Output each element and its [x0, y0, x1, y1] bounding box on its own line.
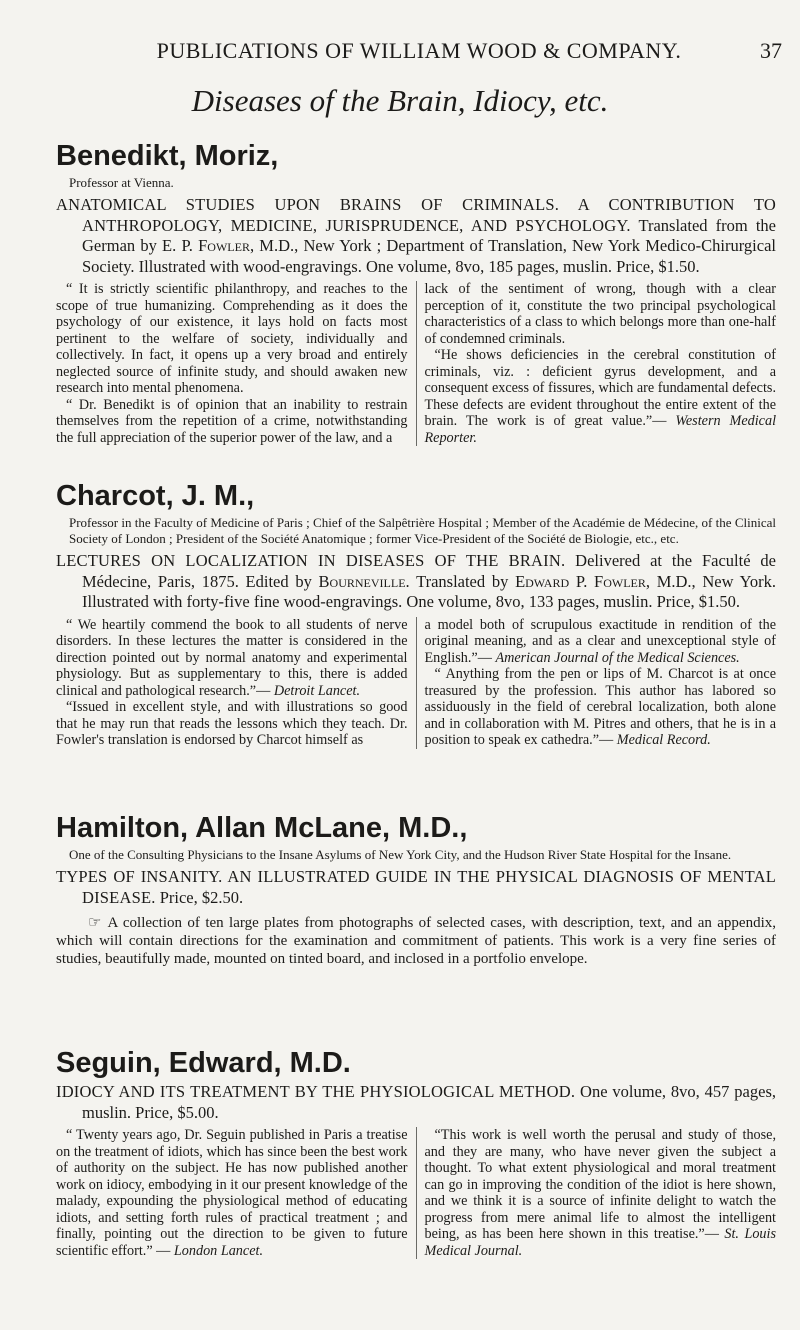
book-title: ANATOMICAL STUDIES UPON BRAINS OF CRIMINALS. A CONTRIBUTION TO ANTHROPOLOGY, MEDICINE, JURISPRUDENCE, AND PSYCHOLOGY. [56, 195, 776, 235]
review-text: lack of the sentiment of wrong, though with a clear perception of it, constitute the two principal psychological characteristics of a class to which belongs more than one-half of condemned criminals. [424, 281, 776, 347]
author-name: Hamilton, Allan McLane, M.D., [56, 812, 468, 844]
review-quote [425, 666, 777, 749]
review-quote [425, 1127, 777, 1259]
reviews-block [56, 617, 776, 749]
reviews-right-column [416, 1127, 777, 1259]
review-text: “ Twenty years ago, Dr. Seguin published in Paris a treatise on the treatment of idiots, which has since been the best work of authority on the subject. He has now published another work on idiocy, embodying in it our present knowledge of the malady, expounding the physiological method of educating idiots, and setting forth rules of practical treatment ; and finally, pointing out the direction to be given to future scientific effort.” — [56, 1127, 408, 1259]
review-text: “ Dr. Benedikt is of opinion that an inability to restrain themselves from the repetition of a crime, notwithstanding the full appreciation of the superior power of the law, and a [56, 396, 408, 446]
note-text: A collection of ten large plates from photographs of selected cases, with description, text, and an appendix, which will contain directions for the examination and commitment of patients. This work is a very fine series of studies, beautifully made, mounted on tinted board, and inclosed in a portfolio envelope. [56, 915, 776, 967]
review-text: “He shows deficiencies in the cerebral constitution of criminals, viz. : deficient gyrus development, and a consequent excess of fissures, which are fundamental defects. These defects are evident throughout the entire extent of the brain. The work is of great value.”— [424, 347, 776, 429]
book-listing [56, 867, 776, 908]
reviews-block [56, 1127, 776, 1259]
book-description-mid: . Translated by [405, 571, 509, 591]
review-text: a model both of scrupulous exactitude in rendition of the original meaning, and as a clear and unexceptional style of English.”— [424, 616, 776, 666]
review-quote [425, 617, 777, 667]
book-details: Price, $2.50. [159, 887, 244, 907]
review-text: “ We heartily commend the book to all students of nerve disorders. In these lectures the matter is considered in the direction pointed out by normal anatomy and experimental physiology. But as supplementary to this, there is added clinical and pathological research.”— [56, 616, 408, 699]
reviews-block [56, 281, 776, 446]
book-title: TYPES OF INSANITY. AN ILLUSTRATED GUIDE IN THE PHYSICAL DIAGNOSIS OF MENTAL DISEASE. [56, 867, 776, 907]
review-source: Western Medical Reporter. [424, 413, 777, 446]
review-source: London Lancet. [173, 1242, 263, 1259]
review-quote [56, 699, 408, 749]
book-details: , New York. Illustrated with forty-five fine wood-engravings. One volume, 8vo, 133 pages, muslin. Price, $1.50. [82, 571, 776, 611]
book-title: LECTURES ON LOCALIZATION IN DISEASES OF THE BRAIN. [56, 551, 566, 570]
review-text: “ It is strictly scientific philanthropy, and reaches to the scope of true humanizing. Comprehending as it does the psychology of our existence, it lays hold on facts most pertinent to the welfare of society, individually and collectively. In fact, it opens up a very broad and entirely neglected source of infinite study, and should awaken new research into mental phenomena. [56, 281, 408, 396]
book-description: Delivered at the Faculté de Médecine, Paris, 1875. Edited by [82, 551, 776, 591]
editor-name: Bourneville [318, 571, 406, 591]
reviews-left-column [56, 281, 416, 446]
review-source: Detroit Lancet. [273, 682, 361, 699]
book-details: , New York ; Department of Translation, New York Medico-Chirurgical Society. Illustrated with wood-engravings. One volume, 8vo, 185 pages, muslin. Price, $1.50. [82, 236, 776, 276]
book-entry-benedikt [56, 141, 776, 446]
review-quote [56, 281, 408, 397]
book-listing [56, 1082, 776, 1123]
pointing-hand-icon: ☞ [88, 915, 102, 931]
book-entry-hamilton [56, 813, 776, 968]
reviews-right-column [416, 617, 777, 749]
review-quote [56, 397, 408, 447]
review-text: “This work is well worth the perusal and study of those, and they are many, who have never given the subject a thought. To what extent physiological and moral treatment can go in improving the condition of the idiot is here shown, and we think it is a source of infinite delight to watch the progress from mere animal life to almost the intelligent being, as has been here shown in this treatise.”— [424, 1127, 776, 1242]
review-quote [425, 281, 777, 347]
author-affiliation: Professor at Vienna. [69, 175, 174, 190]
reviews-left-column [56, 617, 416, 749]
book-note [56, 914, 776, 968]
reviews-left-column [56, 1127, 416, 1259]
review-quote [56, 1127, 408, 1259]
book-details: One volume, 8vo, 457 pages, muslin. Price, $5.00. [82, 1082, 777, 1122]
author-name: Seguin, Edward, M.D. [56, 1047, 351, 1079]
review-source: Medical Record. [616, 732, 711, 748]
translator-name: E. P. Fowler, M.D. [162, 236, 295, 255]
reviews-right-column [416, 281, 777, 446]
review-text: “ Anything from the pen or lips of M. Charcot is at once treasured by the profession. This author has labored so assiduously in the field of cerebral localization, both alone and in collaboration with M. Pitres and others, that he is in a position to speak ex cathedra.”— [424, 666, 776, 748]
author-name: Charcot, J. M., [56, 480, 255, 512]
book-entry-seguin [56, 1048, 776, 1259]
translator-name: Edward P. Fowler, M.D. [515, 571, 692, 591]
page-number: 37 [760, 38, 782, 63]
author-affiliation: One of the Consulting Physicians to the Insane Asylums of New York City, and the Hudson River State Hospital for the Insane. [69, 847, 732, 862]
review-quote [56, 617, 408, 700]
running-head: PUBLICATIONS OF WILLIAM WOOD & COMPANY. [156, 38, 682, 63]
author-affiliation: Professor in the Faculty of Medicine of Paris ; Chief of the Salpêtrière Hospital ; Member of the Académie de Médecine, of the Clinical Society of London ; President of the Société Anatomique ; former Vice-President of the Société de Biologie, etc., etc. [69, 515, 776, 546]
book-title: IDIOCY AND ITS TREATMENT BY THE PHYSIOLOGICAL METHOD. [56, 1082, 576, 1101]
review-source: American Journal of the Medical Sciences. [495, 649, 740, 666]
review-source: St. Louis Medical Journal. [424, 1226, 776, 1259]
author-name: Benedikt, Moriz, [56, 140, 279, 172]
book-description: Translated from the German by [82, 215, 776, 255]
review-text: “Issued in excellent style, and with illustrations so good that he may run that reads the lessons which they teach. Dr. Fowler's translation is endorsed by Charcot himself as [56, 699, 408, 748]
book-listing [56, 195, 776, 277]
book-listing [56, 551, 776, 613]
review-quote [425, 347, 777, 446]
book-entry-charcot [56, 481, 776, 749]
section-title: Diseases of the Brain, Idiocy, etc. [191, 83, 609, 118]
